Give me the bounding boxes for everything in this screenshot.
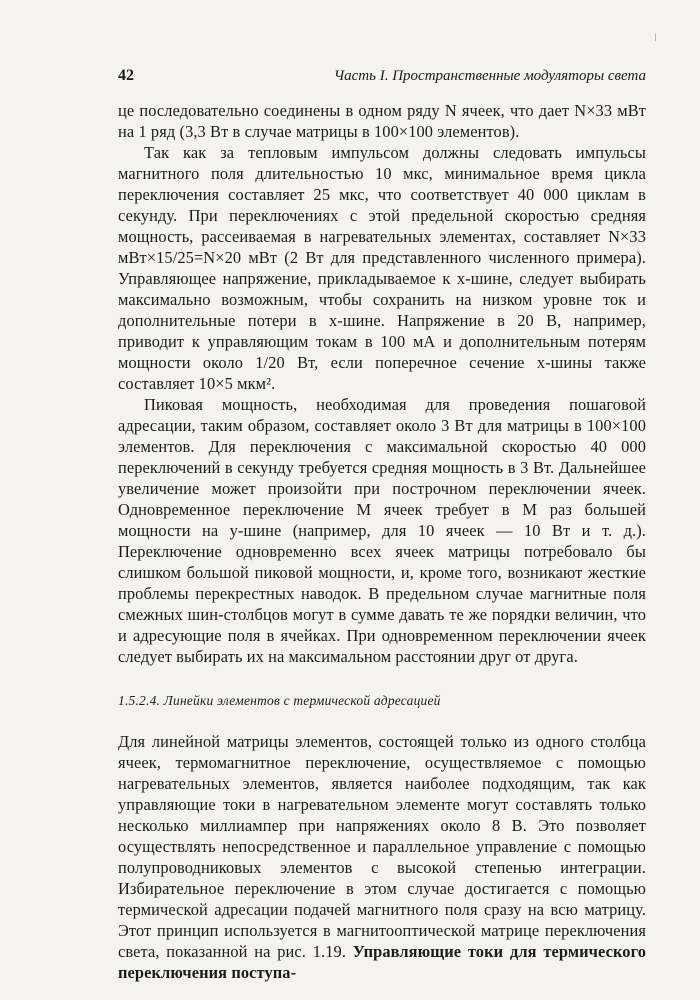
paragraph-3: Пиковая мощность, необходимая для проведения пошаговой адресации, таким образом, составляет около 3 Вт для матрицы в 100×100 элементов. Для переключения с максимальной скоростью 40 000 переключений в секунду требуется средняя мощность в 3 Вт. Дальнейшее увеличение может произойти при построчном переключении ячеек. Одновременное переключение M ячеек требует в M раз большей мощности на y-шине (например, для 10 ячеек — 10 Вт и т. д.). Переключение одновременно всех ячеек матрицы потребовало бы слишком большой пиковой мощности, и, кроме того, возникают жесткие проблемы перекрестных наводок. В предельном случае магнитные поля смежных шин-столбцов могут в сумме давать те же порядки величин, что и адресующие поля в ячейках. При одновременном переключении ячеек следует выбирать их на максимальном расстоянии друг от друга.: [118, 395, 646, 666]
section-paragraph-text: Для линейной матрицы элементов, состоящей только из одного столбца ячеек, термомагнитное переключение, осуществляемое с помощью нагревательных элементов, является наиболее подходящим, так как управляющие токи в нагревательном элементе могут составлять только несколько миллиампер при напряжениях около 8 В. Это позволяет осуществлять непосредственное и параллельное управление с помощью полупроводниковых элементов с высокой степенью интеграции. Избирательное переключение в этом случае достигается с помощью термической адресации подачей магнитного поля сразу на всю матрицу. Этот принцип используется в магнитооптической матрице переключения света, показанной на рис. 1.19.: [118, 732, 646, 961]
paragraph-2: Так как за тепловым импульсом должны следовать импульсы магнитного поля длительностью 10 мкс, минимальное время цикла переключения составляет 25 мкс, что соответствует 40 000 циклам в секунду. При переключениях с этой предельной скоростью средняя мощность, рассеиваемая в нагревательных элементах, составляет N×33 мВт×15/25=N×20 мВт (2 Вт для представленного численного примера). Управляющее напряжение, прикладываемое к x-шине, следует выбирать максимально возможным, чтобы сохранить на низком уровне ток и дополнительные потери в x-шине. Напряжение в 20 В, например, приводит к управляющим токам в 100 мА и дополнительным потерям мощности около 1/20 Вт, если поперечное сечение x-шины также составляет 10×5 мкм².: [118, 143, 646, 393]
paragraph-1: це последовательно соединены в одном ряду N ячеек, что дает N×33 мВт на 1 ряд (3,3 Вт в случае матрицы в 100×100 элементов).: [118, 101, 646, 141]
page-header: [118, 66, 646, 88]
page-number: 42: [118, 67, 134, 84]
page-content: [118, 100, 646, 983]
section-heading: 1.5.2.4. Линейки элементов с термической адресацией: [118, 693, 441, 708]
section-paragraph: [118, 731, 646, 983]
section-paragraph-bold-tail: Управляющие токи для термического переключения поступа-: [118, 942, 646, 982]
running-title: Часть I. Пространственные модуляторы света: [333, 68, 646, 84]
margin-mark: [655, 34, 659, 41]
